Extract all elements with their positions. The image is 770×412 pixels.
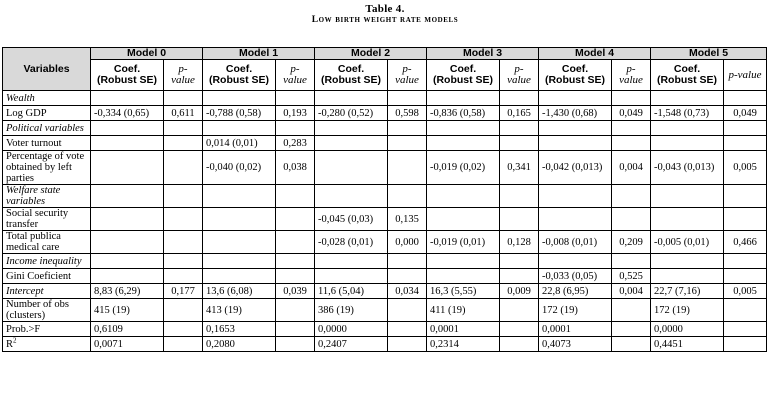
coef-cell: -0,019 (0,01) [427, 231, 500, 254]
empty-cell [724, 185, 767, 208]
subheader-row [3, 60, 767, 91]
coef-cell: 0,2314 [427, 337, 500, 352]
pvalue-cell [500, 337, 539, 352]
variable-label [3, 151, 91, 185]
pvalue-cell [388, 269, 427, 284]
empty-cell [164, 121, 203, 136]
variable-label [3, 208, 91, 231]
coef-cell [203, 231, 276, 254]
pvalue-cell [500, 269, 539, 284]
variable-label-text: Number of obs (clusters) [6, 299, 69, 321]
coef-cell [91, 231, 164, 254]
pvalue-cell: 0,039 [276, 284, 315, 299]
pvalue-cell [164, 299, 203, 322]
model-header: Model 1 [203, 48, 315, 60]
pvalue-cell [276, 269, 315, 284]
coef-cell: 13,6 (6,08) [203, 284, 276, 299]
table-body [3, 91, 767, 352]
pvalue-cell [612, 136, 651, 151]
empty-cell [91, 91, 164, 106]
empty-cell [539, 121, 612, 136]
coef-cell [91, 136, 164, 151]
pvalue-cell [276, 231, 315, 254]
empty-cell [500, 254, 539, 269]
pvalue-cell: 0,009 [500, 284, 539, 299]
coef-cell: 172 (19) [539, 299, 612, 322]
empty-cell [539, 91, 612, 106]
pvalue-cell [164, 337, 203, 352]
coef-header: Coef. (Robust SE) [539, 60, 612, 91]
table-row [3, 337, 767, 352]
empty-cell [388, 121, 427, 136]
coef-cell: -0,788 (0,58) [203, 106, 276, 121]
section-label: Political variables [3, 121, 91, 136]
empty-cell [724, 121, 767, 136]
pvalue-cell [164, 151, 203, 185]
empty-cell [388, 185, 427, 208]
pvalue-cell [164, 208, 203, 231]
table-row [3, 284, 767, 299]
pvalue-cell [388, 322, 427, 337]
model-header: Model 4 [539, 48, 651, 60]
coef-cell: 8,83 (6,29) [91, 284, 164, 299]
model-header: Model 2 [315, 48, 427, 60]
coef-cell: -0,028 (0,01) [315, 231, 388, 254]
coef-cell: -0,008 (0,01) [539, 231, 612, 254]
pvalue-cell: 0,049 [724, 106, 767, 121]
empty-cell [500, 91, 539, 106]
variable-label-text: Percentage of vote obtained by left parties [6, 151, 85, 184]
coef-cell: -0,043 (0,013) [651, 151, 724, 185]
variable-label [3, 106, 91, 121]
variable-label-text: Voter turnout [6, 137, 62, 149]
section-label: Income inequality [3, 254, 91, 269]
pvalue-cell [276, 299, 315, 322]
pvalue-header: p-value [388, 60, 427, 91]
empty-cell [724, 91, 767, 106]
empty-cell [276, 254, 315, 269]
coef-cell: 0,014 (0,01) [203, 136, 276, 151]
coef-cell: -0,334 (0,65) [91, 106, 164, 121]
pvalue-cell: 0,177 [164, 284, 203, 299]
coef-cell: -0,019 (0,02) [427, 151, 500, 185]
pvalue-cell [164, 136, 203, 151]
coef-cell: -0,040 (0,02) [203, 151, 276, 185]
coef-cell [315, 136, 388, 151]
pvalue-cell: 0,038 [276, 151, 315, 185]
pvalue-header: p-value [724, 60, 767, 91]
pvalue-cell: 0,209 [612, 231, 651, 254]
pvalue-header: p-value [500, 60, 539, 91]
table-number: Table 4. [365, 3, 405, 15]
variable-label [3, 337, 91, 352]
empty-cell [315, 254, 388, 269]
pvalue-cell: 0,193 [276, 106, 315, 121]
coef-cell: 0,2080 [203, 337, 276, 352]
coef-header: Coef. (Robust SE) [427, 60, 500, 91]
pvalue-cell [724, 299, 767, 322]
pvalue-cell [724, 322, 767, 337]
empty-cell [427, 185, 500, 208]
coef-cell [203, 208, 276, 231]
pvalue-header: p-value [276, 60, 315, 91]
section-row [3, 254, 767, 269]
table-row [3, 106, 767, 121]
pvalue-cell [388, 151, 427, 185]
coef-cell [315, 151, 388, 185]
variable-label [3, 299, 91, 322]
variable-label [3, 269, 91, 284]
pvalue-header: p-value [164, 60, 203, 91]
coef-cell: 16,3 (5,55) [427, 284, 500, 299]
empty-cell [276, 185, 315, 208]
table-title: Low birth weight rate models [311, 15, 459, 25]
coef-cell: 0,6109 [91, 322, 164, 337]
pvalue-cell [388, 136, 427, 151]
coef-cell: 411 (19) [427, 299, 500, 322]
pvalue-cell: 0,341 [500, 151, 539, 185]
pvalue-cell [500, 299, 539, 322]
coef-cell [427, 208, 500, 231]
coef-cell: 0,0071 [91, 337, 164, 352]
coef-cell: -0,005 (0,01) [651, 231, 724, 254]
empty-cell [612, 91, 651, 106]
pvalue-cell [500, 322, 539, 337]
coef-cell [91, 151, 164, 185]
coef-cell: -0,280 (0,52) [315, 106, 388, 121]
pvalue-cell [164, 269, 203, 284]
empty-cell [612, 121, 651, 136]
empty-cell [651, 121, 724, 136]
pvalue-cell: 0,005 [724, 151, 767, 185]
coef-cell: -0,836 (0,58) [427, 106, 500, 121]
empty-cell [91, 185, 164, 208]
coef-cell [315, 269, 388, 284]
coef-header: Coef. (Robust SE) [315, 60, 388, 91]
pvalue-cell: 0,611 [164, 106, 203, 121]
pvalue-cell [612, 322, 651, 337]
empty-cell [724, 254, 767, 269]
pvalue-cell [276, 208, 315, 231]
coef-cell: -0,033 (0,05) [539, 269, 612, 284]
coef-cell: 22,7 (7,16) [651, 284, 724, 299]
coef-cell: 22,8 (6,95) [539, 284, 612, 299]
pvalue-cell: 0,034 [388, 284, 427, 299]
model-header-row [3, 48, 767, 60]
empty-cell [427, 254, 500, 269]
variable-label-text: Intercept [6, 285, 44, 297]
coef-cell: 0,0001 [539, 322, 612, 337]
empty-cell [427, 91, 500, 106]
coef-header: Coef. (Robust SE) [91, 60, 164, 91]
model-header: Model 5 [651, 48, 767, 60]
empty-cell [651, 91, 724, 106]
empty-cell [539, 185, 612, 208]
coef-cell [651, 269, 724, 284]
table-row [3, 269, 767, 284]
coef-cell: 0,0000 [651, 322, 724, 337]
variable-label [3, 231, 91, 254]
coef-cell: 0,0000 [315, 322, 388, 337]
empty-cell [315, 121, 388, 136]
section-label: Welfare state variables [3, 185, 91, 208]
pvalue-cell [388, 299, 427, 322]
empty-cell [612, 185, 651, 208]
section-row [3, 91, 767, 106]
empty-cell [276, 121, 315, 136]
pvalue-cell: 0,165 [500, 106, 539, 121]
empty-cell [612, 254, 651, 269]
pvalue-cell [612, 299, 651, 322]
empty-cell [91, 254, 164, 269]
empty-cell [164, 185, 203, 208]
empty-cell [315, 185, 388, 208]
pvalue-cell [612, 337, 651, 352]
table-row [3, 322, 767, 337]
pvalue-cell: 0,466 [724, 231, 767, 254]
empty-cell [164, 254, 203, 269]
variable-label-text: R [6, 338, 14, 350]
pvalue-cell: 0,525 [612, 269, 651, 284]
coef-cell: -1,430 (0,68) [539, 106, 612, 121]
coef-cell: 0,2407 [315, 337, 388, 352]
empty-cell [91, 121, 164, 136]
pvalue-cell: 0,283 [276, 136, 315, 151]
variable-label [3, 136, 91, 151]
variable-label [3, 284, 91, 299]
table-row [3, 231, 767, 254]
pvalue-cell [500, 208, 539, 231]
coef-cell: 415 (19) [91, 299, 164, 322]
empty-cell [315, 91, 388, 106]
pvalue-cell: 0,005 [724, 284, 767, 299]
empty-cell [500, 121, 539, 136]
pvalue-cell [724, 337, 767, 352]
pvalue-cell [388, 337, 427, 352]
coef-cell [427, 269, 500, 284]
pvalue-cell: 0,004 [612, 284, 651, 299]
pvalue-cell [164, 231, 203, 254]
pvalue-cell: 0,049 [612, 106, 651, 121]
variable-label-text: Social security transfer [6, 208, 69, 230]
model-header: Model 3 [427, 48, 539, 60]
pvalue-cell: 0,128 [500, 231, 539, 254]
coef-cell: 11,6 (5,04) [315, 284, 388, 299]
variable-label-text: Prob.>F [6, 323, 41, 335]
coef-cell: 0,1653 [203, 322, 276, 337]
coef-cell: -1,548 (0,73) [651, 106, 724, 121]
pvalue-cell [500, 136, 539, 151]
coef-header: Coef. (Robust SE) [203, 60, 276, 91]
pvalue-cell [164, 322, 203, 337]
empty-cell [203, 121, 276, 136]
coef-cell: 0,4073 [539, 337, 612, 352]
empty-cell [388, 254, 427, 269]
coef-cell [91, 208, 164, 231]
coef-cell: 386 (19) [315, 299, 388, 322]
coef-cell [539, 136, 612, 151]
pvalue-cell: 0,000 [388, 231, 427, 254]
model-header: Model 0 [91, 48, 203, 60]
coef-cell [651, 208, 724, 231]
pvalue-cell [724, 208, 767, 231]
pvalue-cell [276, 337, 315, 352]
empty-cell [651, 254, 724, 269]
variable-label-text: Log GDP [6, 107, 47, 119]
pvalue-cell: 0,135 [388, 208, 427, 231]
coef-cell: 413 (19) [203, 299, 276, 322]
table-row [3, 136, 767, 151]
coef-cell: 172 (19) [651, 299, 724, 322]
empty-cell [500, 185, 539, 208]
empty-cell [203, 91, 276, 106]
section-row [3, 185, 767, 208]
empty-cell [203, 185, 276, 208]
pvalue-cell [276, 322, 315, 337]
coef-cell [539, 208, 612, 231]
pvalue-cell [612, 208, 651, 231]
coef-cell [651, 136, 724, 151]
section-label: Wealth [3, 91, 91, 106]
empty-cell [203, 254, 276, 269]
table-row [3, 299, 767, 322]
empty-cell [651, 185, 724, 208]
empty-cell [427, 121, 500, 136]
pvalue-cell: 0,004 [612, 151, 651, 185]
empty-cell [388, 91, 427, 106]
variable-label-text: Total publica medical care [6, 231, 61, 253]
pvalue-cell [724, 269, 767, 284]
variable-label-text: Gini Coeficient [6, 270, 72, 282]
variable-label [3, 322, 91, 337]
regression-table [2, 47, 767, 352]
pvalue-header: p-value [612, 60, 651, 91]
coef-cell [427, 136, 500, 151]
section-row [3, 121, 767, 136]
coef-cell [203, 269, 276, 284]
coef-cell: 0,4451 [651, 337, 724, 352]
pvalue-cell [724, 136, 767, 151]
variables-header: Variables [3, 48, 91, 91]
superscript: 2 [13, 336, 17, 344]
table-row [3, 208, 767, 231]
empty-cell [164, 91, 203, 106]
coef-cell: 0,0001 [427, 322, 500, 337]
empty-cell [539, 254, 612, 269]
coef-cell: -0,045 (0,03) [315, 208, 388, 231]
coef-header: Coef. (Robust SE) [651, 60, 724, 91]
empty-cell [276, 91, 315, 106]
coef-cell: -0,042 (0,013) [539, 151, 612, 185]
table-row [3, 151, 767, 185]
coef-cell [91, 269, 164, 284]
pvalue-cell: 0,598 [388, 106, 427, 121]
